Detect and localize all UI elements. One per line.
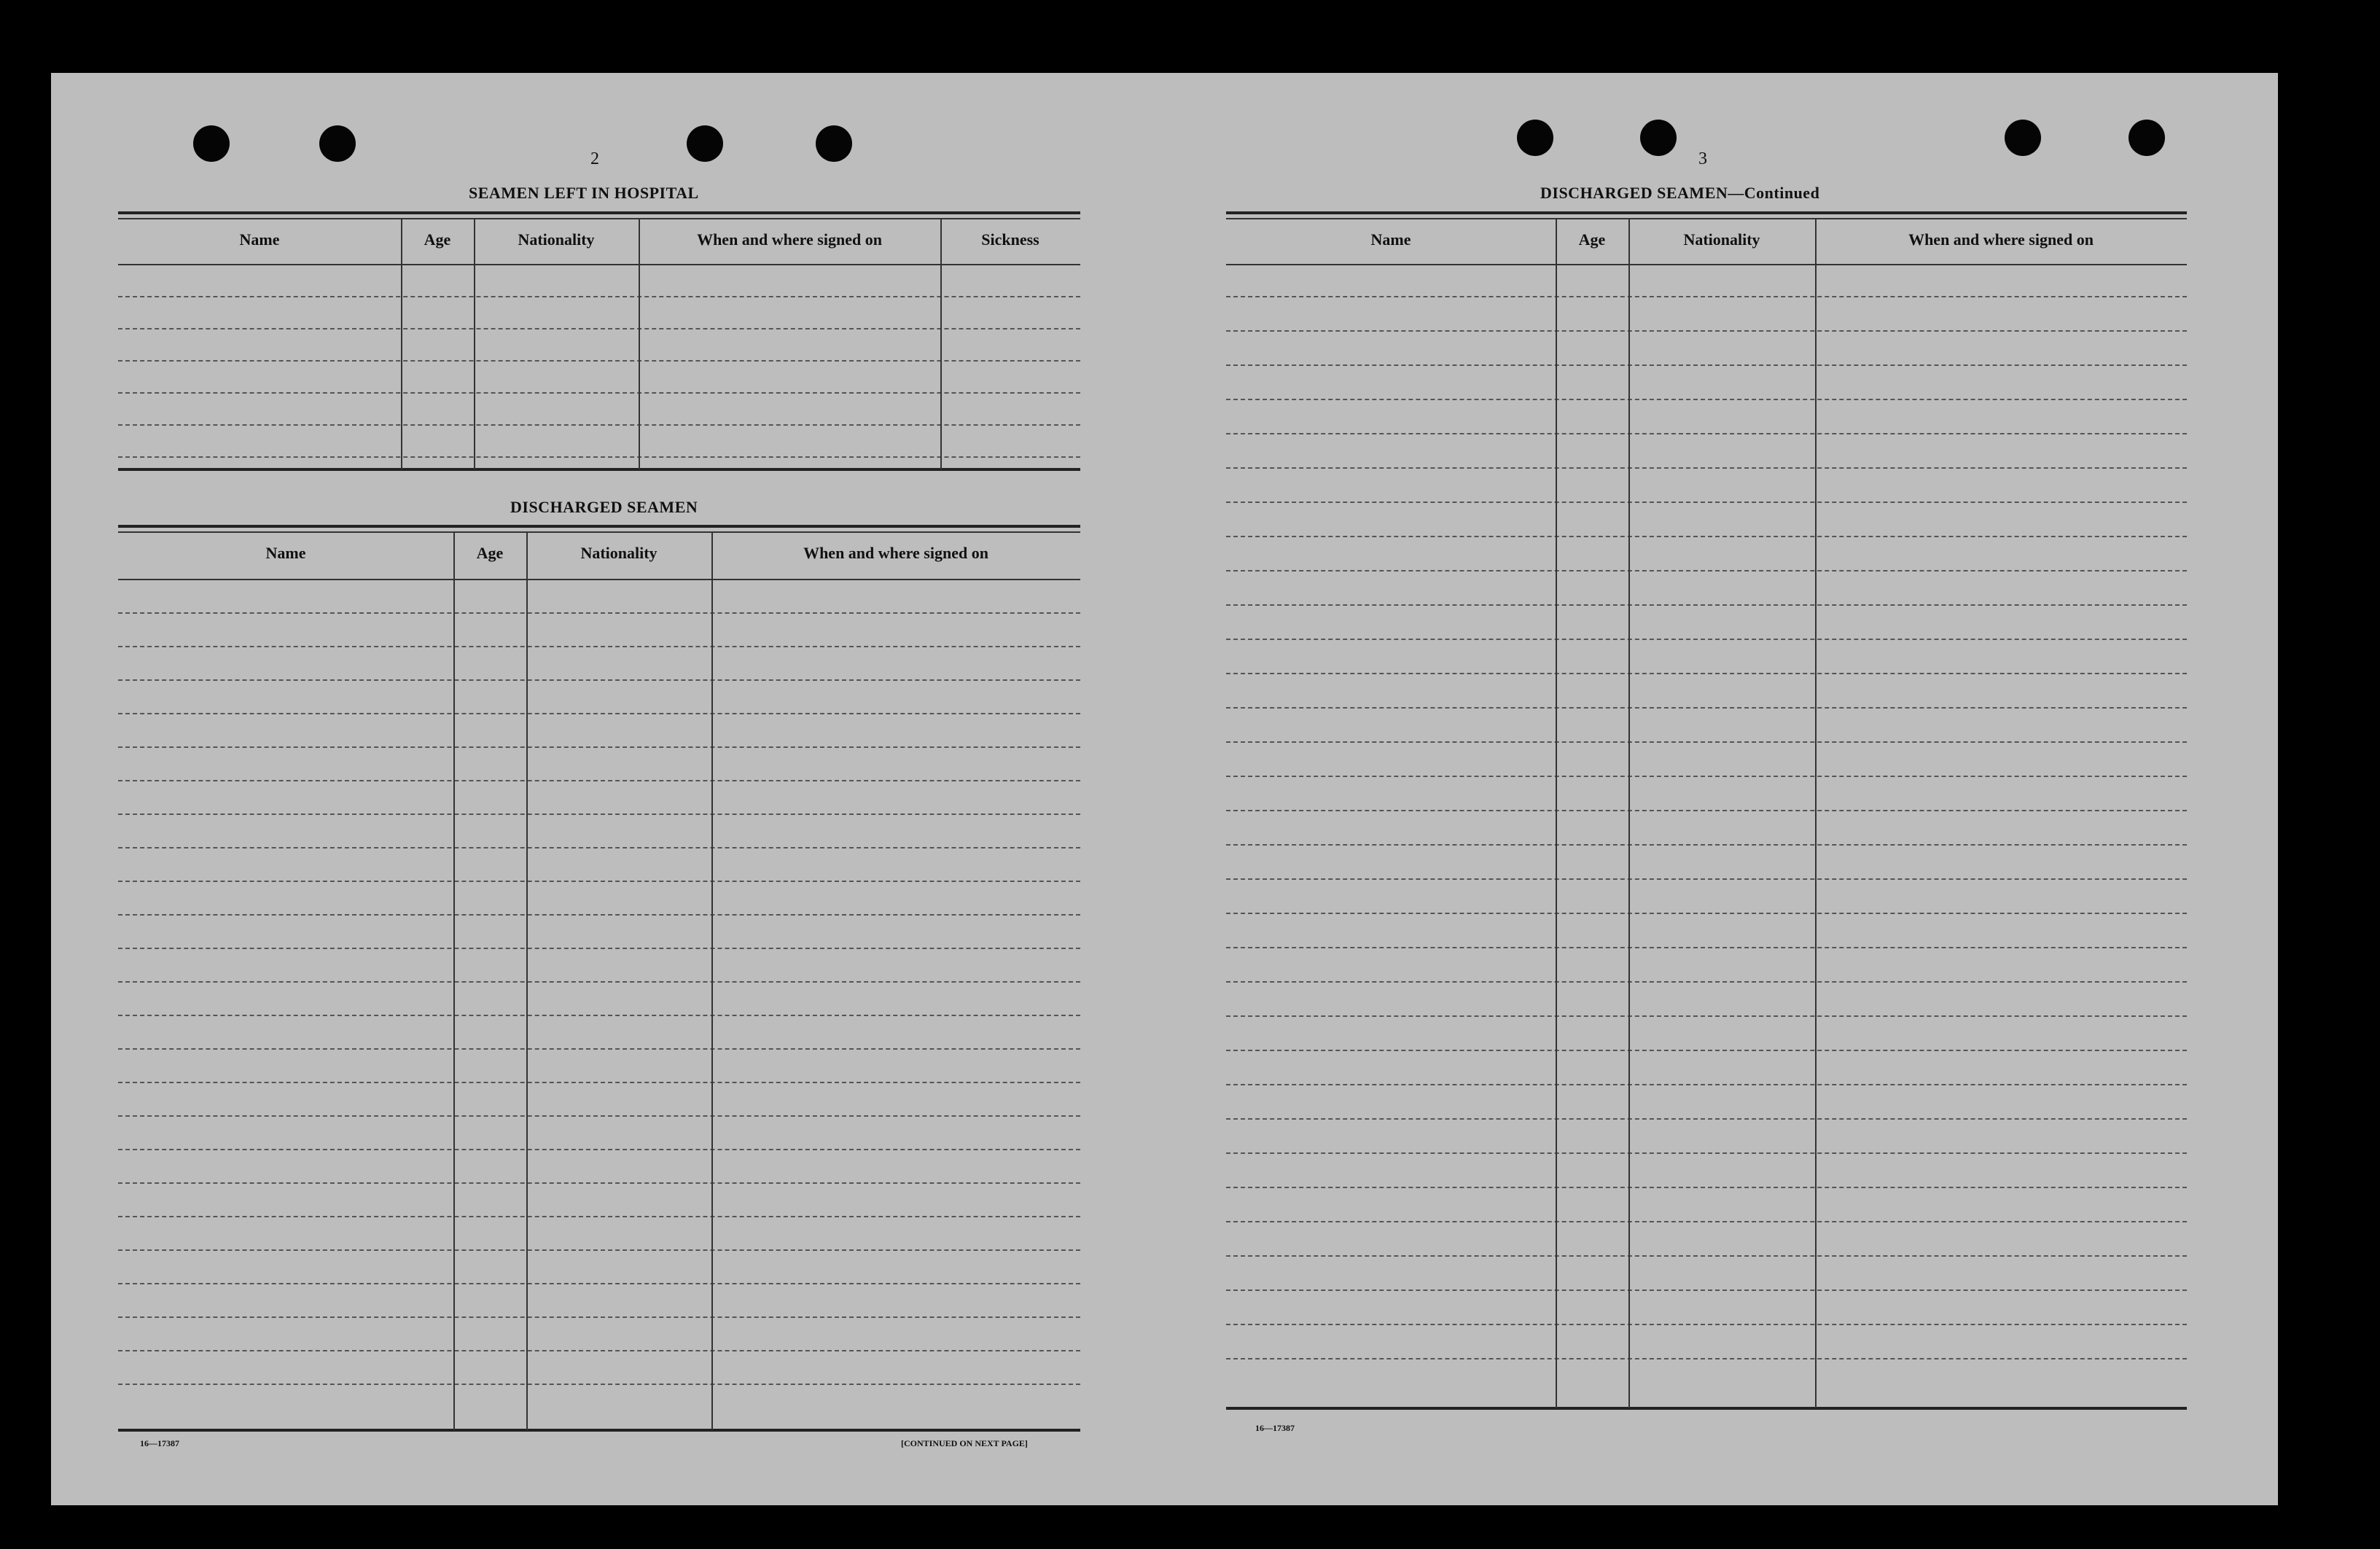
- punch-hole: [319, 125, 356, 162]
- punch-hole: [1517, 120, 1553, 156]
- continued-title-main: DISCHARGED SEAMEN: [1540, 184, 1728, 202]
- continued-header-age: Age: [1578, 230, 1606, 249]
- continued-table: [1226, 211, 2187, 1421]
- discharged-section-title: DISCHARGED SEAMEN: [510, 498, 698, 516]
- continued-header-signed-on: When and where signed on: [1908, 230, 2094, 249]
- hospital-header-name: Name: [239, 230, 280, 249]
- continued-section-title: [1540, 184, 1819, 203]
- hospital-section-title: SEAMEN LEFT IN HOSPITAL: [469, 184, 699, 202]
- continued-note: [CONTINUED ON NEXT PAGE]: [901, 1438, 1028, 1448]
- page-number-right: 3: [1698, 149, 1707, 168]
- page-number-left: 2: [590, 149, 599, 168]
- discharged-header-age: Age: [476, 544, 504, 562]
- punch-hole: [2129, 120, 2165, 156]
- hospital-header-signed-on: When and where signed on: [697, 230, 882, 249]
- discharged-header-nationality: Nationality: [580, 544, 658, 562]
- hospital-header-age: Age: [424, 230, 451, 249]
- punch-hole: [1640, 120, 1677, 156]
- continued-title-suffix: —Continued: [1728, 184, 1820, 202]
- discharged-header-signed-on: When and where signed on: [803, 544, 988, 562]
- hospital-header-sickness: Sickness: [981, 230, 1039, 249]
- continued-header-name: Name: [1370, 230, 1411, 249]
- punch-hole: [816, 125, 852, 162]
- hospital-table: [118, 211, 1080, 475]
- discharged-table: [118, 525, 1080, 1437]
- continued-header-nationality: Nationality: [1683, 230, 1760, 249]
- discharged-header-name: Name: [265, 544, 306, 562]
- punch-hole: [687, 125, 723, 162]
- hospital-header-nationality: Nationality: [518, 230, 595, 249]
- punch-hole: [193, 125, 230, 162]
- punch-hole: [2005, 120, 2041, 156]
- form-code-left: 16—17387: [140, 1438, 179, 1448]
- form-code-right: 16—17387: [1255, 1423, 1295, 1433]
